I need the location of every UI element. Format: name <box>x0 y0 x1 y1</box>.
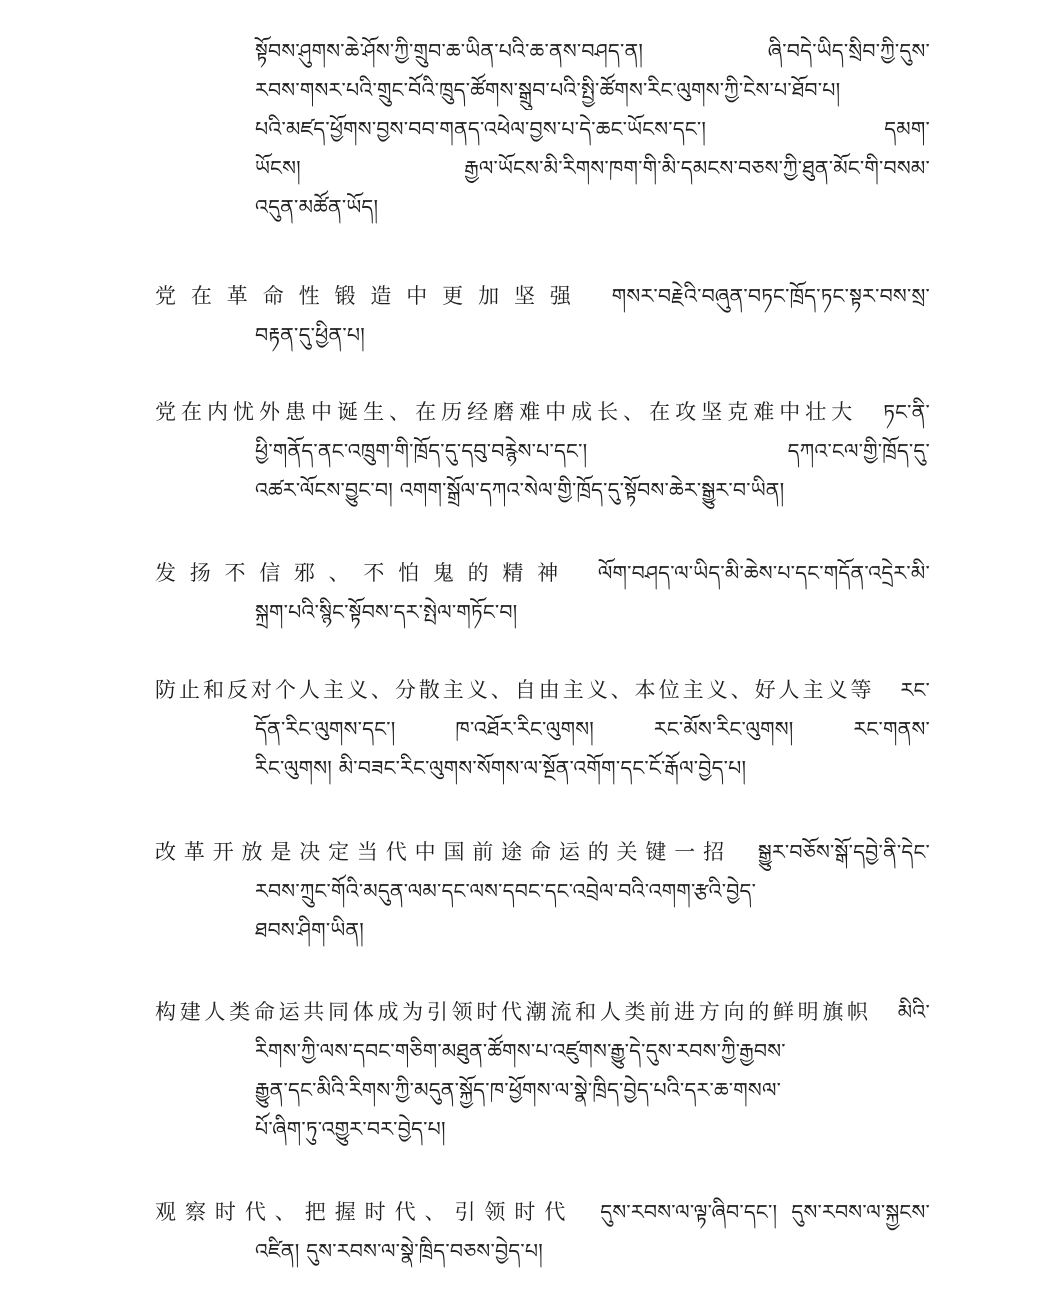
entry-first-line <box>155 671 930 710</box>
tibetan-line: འཛིན། དུས་རབས་ལ་སྣེ་ཁྲིད་བཅས་བྱེད་པ། <box>255 1239 543 1263</box>
entry-first-line <box>155 393 930 432</box>
tibetan-line: རྒྱུན་དང་མིའི་རིགས་ཀྱི་མདུན་སྐྱོད་ཁ་ཕྱོགས་ལ་སྣེ་ཁྲིད་བྱེད་པའི་དར་ཆ་གསལ་ <box>255 1078 782 1102</box>
glossary-entry <box>155 1193 930 1271</box>
chinese-term: 防止和反对个人主义、分散主义、自由主义、本位主义、好人主义等 <box>155 678 875 702</box>
glossary-entry <box>155 993 930 1149</box>
chinese-term: 改革开放是决定当代中国前途命运的关键一招 <box>155 840 732 864</box>
tibetan-line: བརྟན་དུ་ཕྱིན་པ། <box>255 323 365 347</box>
glossary-entry <box>155 671 930 788</box>
tibetan-line: དུས་རབས་ལ་ལྟ་ཞིབ་དང་། དུས་རབས་ལ་སྐྱངས་ <box>600 1200 930 1224</box>
tibetan-line: ཏང་ནི་ <box>883 400 930 424</box>
entry-first-line <box>155 833 930 872</box>
tibetan-line: འཚར་ལོངས་བྱུང་བ། འགག་སྒྲོལ་དཀའ་སེལ་གྱི་ཁྲོད་དུ་སྟོབས་ཆེར་སྒྱུར་བ་ཡིན། <box>255 478 785 502</box>
tibetan-line: པའི་མཛད་ཕྱོགས་བྱས་བབ་གནད་འཕེལ་བྱས་པ་དེ་ཆང་ཡོངས་དང་། དམག་ <box>255 117 930 141</box>
glossary-entry <box>155 833 930 950</box>
entry-first-line <box>155 277 930 316</box>
glossary-entry <box>155 393 930 510</box>
tibetan-line: ཕྱི་གནོད་ནང་འཁྲུག་གི་ཁྲོད་དུ་དབུ་བརྙེས་པ་དང་། དཀའ་ངལ་གྱི་ཁྲོད་དུ་ <box>255 439 930 463</box>
tibetan-line: རང་ <box>900 678 930 702</box>
tibetan-line: ལོག་བཤད་ལ་ཡིད་མི་ཆེས་པ་དང་གདོན་འདྲེར་མི་ <box>597 561 930 585</box>
chinese-term: 发扬不信邪、不怕鬼的精神 <box>155 561 572 585</box>
chinese-term: 党在革命性锻造中更加坚强 <box>155 284 586 308</box>
tibetan-line: པོ་ཞིག་ཏུ་འགྱུར་བར་བྱེད་པ། <box>255 1117 446 1141</box>
tibetan-line: དོན་རིང་ལུགས་དང་། ཁ་འཐོར་རིང་ལུགས། རང་མོས་རིང་ལུགས། རང་གནས་ <box>255 717 930 741</box>
tibetan-line: ཐབས་ཤིག་ཡིན། <box>255 918 365 942</box>
tibetan-line: རབས་གསར་པའི་གྲུང་བོའི་ཁྲུད་ཚོགས་སྒྲུབ་པའི་སྤྱི་ཚོགས་རིང་ལུགས་ཀྱི་ངེས་པ་ཐོབ་པ། <box>255 78 841 102</box>
tibetan-line: སྟོབས་ཤུགས་ཆེ་ཤོས་ཀྱི་གྲུབ་ཆ་ཡིན་པའི་ཆ་ནས་བཤད་ན། ཞི་བདེ་ཡིད་སྲིབ་ཀྱི་དུས་ <box>255 39 930 63</box>
entry-first-line <box>155 993 930 1032</box>
tibetan-line: སྐྲག་པའི་སྙིང་སྟོབས་དར་སྤེལ་གཏོང་བ། <box>255 600 518 624</box>
tibetan-line: ཡོངས། རྒྱལ་ཡོངས་མི་རིགས་ཁག་གི་མི་དམངས་བཅས་ཀྱི་ཐུན་མོང་གི་བསམ་ <box>255 156 930 180</box>
tibetan-line: མིའི་ <box>897 1000 930 1024</box>
tibetan-line: སྒྱུར་བཅོས་སྒོ་དབྱེ་ནི་དེང་ <box>757 840 930 864</box>
entry-first-line <box>155 1193 930 1232</box>
entry-first-line <box>155 554 930 593</box>
tibetan-line: རབས་ཀྲུང་གོའི་མདུན་ལམ་དང་ལས་དབང་དང་འབྲེལ་བའི་འགག་རྩའི་བྱེད་ <box>255 879 757 903</box>
chinese-term: 观察时代、把握时代、引领时代 <box>155 1200 575 1224</box>
glossary-entry <box>155 277 930 355</box>
glossary-entry <box>155 32 930 227</box>
glossary-entry <box>155 554 930 632</box>
chinese-term: 构建人类命运共同体成为引领时代潮流和人类前进方向的鲜明旗帜 <box>155 1000 872 1024</box>
tibetan-line: རིང་ལུགས། མི་བཟང་རིང་ལུགས་སོགས་ལ་སྔོན་འགོག་དང་ངོ་རྒོལ་བྱེད་པ། <box>255 756 747 780</box>
tibetan-line: གསར་བརྗེའི་བཞུན་བཏང་ཁྲོད་ཏང་སྟར་བས་སྲ་ <box>611 284 930 308</box>
tibetan-line: འདུན་མཚོན་ཡོད། <box>255 195 379 219</box>
chinese-term: 党在内忧外患中诞生、在历经磨难中成长、在攻坚克难中壮大 <box>155 400 858 424</box>
tibetan-line: རིགས་ཀྱི་ལས་དབང་གཅིག་མཐུན་ཚོགས་པ་འཛུགས་རྒྱུ་དེ་དུས་རབས་ཀྱི་རྒྱབས་ <box>255 1039 786 1063</box>
